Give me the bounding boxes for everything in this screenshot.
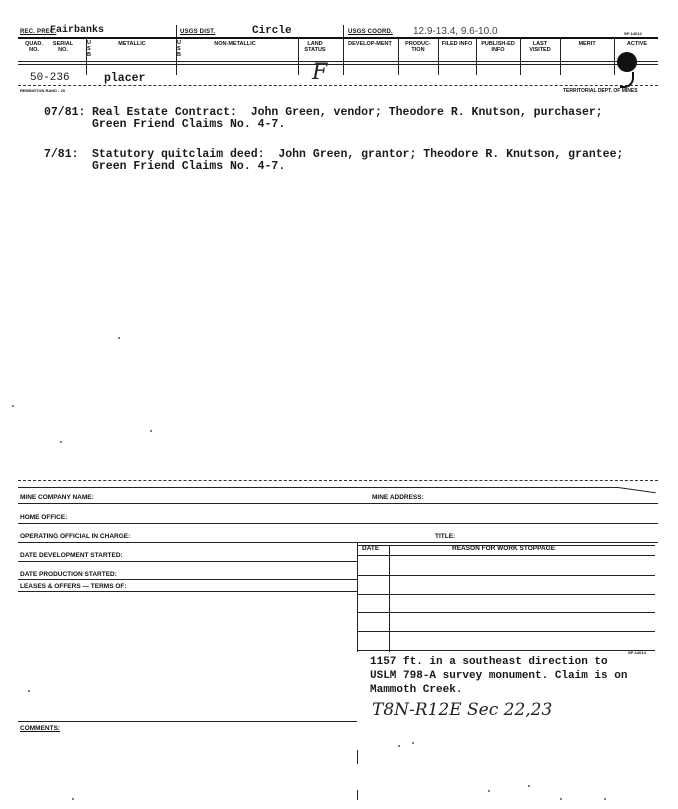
entry-date: 07/81: [44, 106, 86, 119]
home-office-label: HOME OFFICE: [20, 514, 68, 521]
usgs-dist-value: Circle [252, 25, 292, 37]
serial-no-label: SERIAL NO. [52, 41, 74, 53]
location-line-1: 1157 ft. in a southeast direction to [370, 656, 608, 668]
entry-date: 7/81: [44, 148, 79, 161]
commodity-value: placer [104, 72, 146, 85]
entry-line: Real Estate Contract: John Green, vendor; Theodore R. Knutson, purchaser; [92, 106, 603, 119]
usgs-dist-label: USGS DIST. [180, 29, 216, 35]
comments-label: COMMENTS: [20, 725, 61, 732]
land-status-label: LAND STATUS [304, 41, 326, 53]
form-number-2: SP-14014 [628, 650, 646, 655]
rec-prec-label: REC. PREC. [20, 29, 57, 35]
date-dev-started-label: DATE DEVELOPMENT STARTED: [20, 552, 123, 559]
leases-label: LEASES & OFFERS — TERMS OF: [20, 583, 127, 590]
location-line-2: USLM 798-A survey monument. Claim is on [370, 670, 628, 682]
development-label: DEVELOP-MENT [348, 41, 392, 47]
handwritten-location: T8N-R12E Sec 22,23 [372, 700, 553, 720]
quad-value: 50-236 [30, 72, 70, 84]
usgs-coord-value: 12.9-13.4, 9.6-10.0 [413, 26, 498, 37]
reason-col-label: REASON FOR WORK STOPPAGE [452, 545, 556, 552]
operating-official-label: OPERATING OFFICIAL IN CHARGE: [20, 533, 131, 540]
metallic-label: METALLIC [118, 41, 146, 47]
published-info-label: PUBLISH-ED INFO [481, 41, 515, 53]
active-label: ACTIVE [626, 41, 648, 47]
entry-line: Statutory quitclaim deed: John Green, grantor; Theodore R. Knutson, grantee; [92, 148, 624, 161]
usb-label-1: U S B [87, 40, 91, 58]
form-number: SP-14012 [624, 31, 642, 36]
mine-company-name-label: MINE COMPANY NAME: [20, 494, 94, 501]
entry-line: Green Friend Claims No. 4-7. [92, 118, 286, 131]
rec-prec-value: Fairbanks [50, 25, 105, 36]
title-label: TITLE: [435, 533, 456, 540]
usb-label-2: U S B [177, 40, 181, 58]
active-dot [617, 52, 637, 72]
date-col-label: DATE [362, 545, 380, 552]
last-visited-label: LAST VISITED [529, 41, 551, 53]
mine-address-label: MINE ADDRESS: [372, 494, 424, 501]
entry-line: Green Friend Claims No. 4-7. [92, 160, 286, 173]
non-metallic-label: NON-METALLIC [214, 41, 256, 47]
printer-line: REMINGTON RAND - 20 [20, 88, 66, 93]
usgs-coord-label: USGS COORD. [348, 29, 393, 35]
land-status-value: F [312, 60, 328, 85]
merit-label: MERIT [578, 41, 596, 47]
production-label: PRODUC-TION [405, 41, 431, 53]
filed-info-label: FILED INFO [441, 41, 473, 47]
location-line-3: Mammoth Creek. [370, 684, 463, 696]
date-prod-started-label: DATE PRODUCTION STARTED: [20, 571, 117, 578]
dept-line: TERRITORIAL DEPT. OF MINES [563, 88, 638, 94]
quad-no-label: QUAD. NO. [25, 41, 43, 53]
